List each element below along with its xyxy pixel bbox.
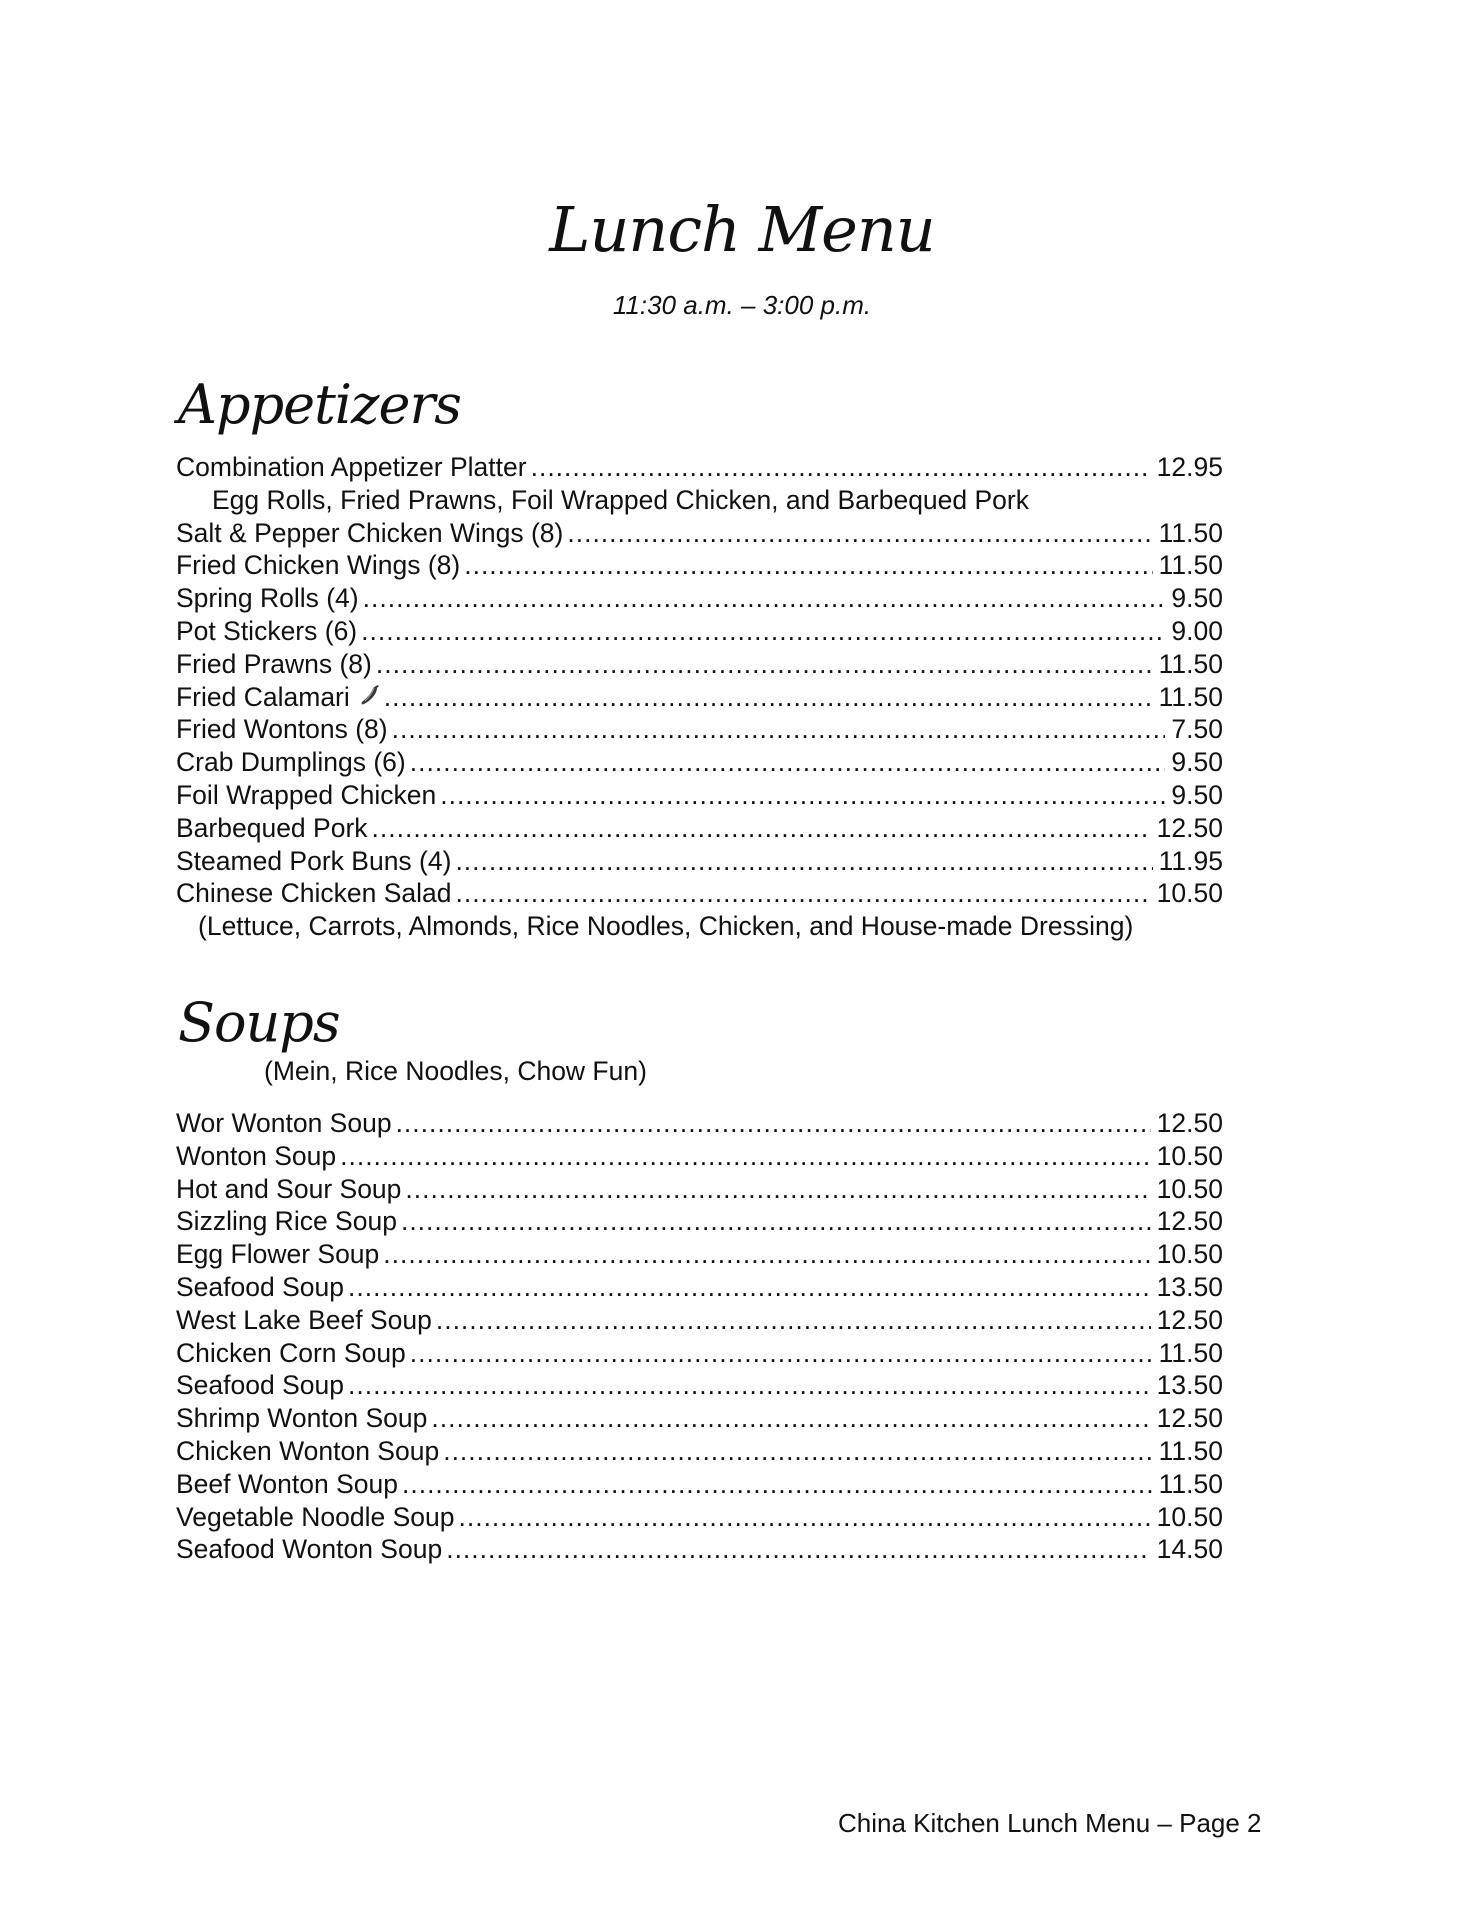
menu-item-price: 11.95 xyxy=(1158,845,1223,876)
menu-item xyxy=(176,1369,1223,1402)
leader-dots xyxy=(405,1173,1150,1206)
leader-dots xyxy=(464,549,1152,582)
menu-item-price: 10.50 xyxy=(1156,1140,1223,1171)
menu-item-price: 10.50 xyxy=(1156,1501,1223,1532)
menu-item-name: Beef Wonton Soup xyxy=(176,1468,398,1499)
menu-item-price: 10.50 xyxy=(1156,1239,1223,1270)
menu-item-price: 12.95 xyxy=(1156,452,1223,482)
menu-item-name: Chicken Wonton Soup xyxy=(176,1435,440,1466)
menu-item-name: Shrimp Wonton Soup xyxy=(176,1403,428,1434)
menu-item-name: Hot and Sour Soup xyxy=(176,1173,402,1204)
soups-list xyxy=(176,1107,1223,1566)
leader-dots xyxy=(376,648,1153,681)
menu-item-name: Spring Rolls (4) xyxy=(176,583,359,614)
menu-item xyxy=(176,845,1223,878)
menu-item xyxy=(176,746,1223,779)
menu-item-name: Fried Wontons (8) xyxy=(176,714,388,745)
menu-item-name: Seafood Soup xyxy=(176,1370,344,1401)
menu-item-price: 9.00 xyxy=(1171,615,1223,646)
menu-item-name: Pot Stickers (6) xyxy=(176,615,358,646)
menu-item-price: 13.50 xyxy=(1156,1271,1223,1302)
menu-item-price: 9.50 xyxy=(1171,583,1223,614)
leader-dots xyxy=(440,779,1165,812)
leader-dots xyxy=(455,845,1152,878)
menu-item-price: 11.50 xyxy=(1158,1468,1223,1499)
leader-dots xyxy=(410,1337,1153,1370)
menu-item xyxy=(176,1435,1223,1468)
menu-item-name: Fried Calamari xyxy=(176,681,350,712)
menu-item-description: (Lettuce, Carrots, Almonds, Rice Noodles, Chicken, and House-made Dressing) xyxy=(198,911,1134,942)
leader-dots xyxy=(348,1271,1151,1304)
menu-item-price: 11.50 xyxy=(1158,648,1223,679)
menu-item xyxy=(176,549,1223,582)
menu-item xyxy=(176,451,1223,484)
menu-item xyxy=(176,1468,1223,1501)
menu-item-name: Egg Flower Soup xyxy=(176,1239,380,1270)
menu-item xyxy=(176,1271,1223,1304)
leader-dots xyxy=(383,1238,1150,1271)
menu-item-price: 9.50 xyxy=(1171,779,1223,810)
leader-dots xyxy=(372,812,1151,845)
menu-item xyxy=(176,681,1223,714)
menu-item-price: 14.50 xyxy=(1156,1534,1223,1565)
menu-item-price: 12.50 xyxy=(1156,1206,1223,1237)
appetizers-list xyxy=(176,451,1223,943)
menu-item xyxy=(176,1304,1223,1337)
menu-item-price: 12.50 xyxy=(1156,1304,1223,1335)
menu-item-name: Steamed Pork Buns (4) xyxy=(176,845,452,876)
menu-item xyxy=(176,1238,1223,1271)
menu-item-price: 11.50 xyxy=(1158,517,1223,548)
menu-item-price: 11.50 xyxy=(1158,1337,1223,1368)
menu-item xyxy=(176,1107,1223,1140)
menu-item-name: Seafood Soup xyxy=(176,1271,344,1302)
menu-item-name: Fried Prawns (8) xyxy=(176,648,372,679)
menu-item-name: Salt & Pepper Chicken Wings (8) xyxy=(176,517,564,548)
leader-dots xyxy=(361,615,1165,648)
leader-dots xyxy=(348,1369,1151,1402)
menu-item-price: 11.50 xyxy=(1158,681,1223,712)
menu-item-price: 12.50 xyxy=(1156,1403,1223,1434)
menu-item-price: 10.50 xyxy=(1156,1173,1223,1204)
menu-item-name: Wor Wonton Soup xyxy=(176,1108,392,1138)
menu-item-price: 12.50 xyxy=(1156,812,1223,843)
menu-item-name: Barbequed Pork xyxy=(176,812,368,843)
leader-dots xyxy=(531,451,1151,484)
leader-dots xyxy=(384,681,1153,714)
page-title: Lunch Menu xyxy=(549,193,935,266)
menu-item-price: 11.50 xyxy=(1158,550,1223,581)
menu-item-description: Egg Rolls, Fried Prawns, Foil Wrapped Chicken, and Barbequed Pork xyxy=(212,484,1029,515)
leader-dots xyxy=(402,1468,1153,1501)
lunch-hours: 11:30 a.m. – 3:00 p.m. xyxy=(612,290,872,320)
leader-dots xyxy=(443,1435,1152,1468)
menu-item xyxy=(176,1205,1223,1238)
leader-dots xyxy=(431,1402,1150,1435)
leader-dots xyxy=(340,1140,1151,1173)
menu-item-price: 12.50 xyxy=(1156,1108,1223,1138)
leader-dots xyxy=(446,1533,1150,1566)
menu-item-name: Seafood Wonton Soup xyxy=(176,1534,443,1565)
menu-item xyxy=(176,615,1223,648)
leader-dots xyxy=(436,1304,1151,1337)
menu-item-name: Wonton Soup xyxy=(176,1140,337,1171)
menu-item xyxy=(176,713,1223,746)
menu-item xyxy=(176,1337,1223,1370)
leader-dots xyxy=(392,713,1166,746)
menu-item-price: 10.50 xyxy=(1156,878,1223,909)
menu-item-price: 7.50 xyxy=(1171,714,1223,745)
menu-item-name: Foil Wrapped Chicken xyxy=(176,779,437,810)
menu-item-price: 13.50 xyxy=(1156,1370,1223,1401)
menu-item-price: 11.50 xyxy=(1158,1435,1223,1466)
menu-item xyxy=(176,812,1223,845)
page-footer: China Kitchen Lunch Menu – Page 2 xyxy=(838,1808,1262,1838)
menu-item-name: Chinese Chicken Salad xyxy=(176,878,452,909)
appetizers-heading: Appetizers xyxy=(178,373,461,436)
menu-item xyxy=(176,1173,1223,1206)
leader-dots xyxy=(363,582,1166,615)
leader-dots xyxy=(458,1501,1150,1534)
menu-item-name: Sizzling Rice Soup xyxy=(176,1206,397,1237)
menu-item xyxy=(176,648,1223,681)
menu-item xyxy=(176,517,1223,550)
menu-item-name: Fried Chicken Wings (8) xyxy=(176,550,461,581)
leader-dots xyxy=(396,1107,1151,1140)
menu-item xyxy=(176,1402,1223,1435)
menu-item-name: Chicken Corn Soup xyxy=(176,1337,406,1368)
menu-item xyxy=(176,582,1223,615)
chili-pepper-icon xyxy=(360,681,380,714)
leader-dots xyxy=(410,746,1166,779)
menu-item xyxy=(176,877,1223,910)
soups-heading: Soups xyxy=(178,991,340,1054)
menu-item-price: 9.50 xyxy=(1171,747,1223,778)
menu-item xyxy=(176,1140,1223,1173)
leader-dots xyxy=(401,1205,1151,1238)
menu-item xyxy=(176,1533,1223,1566)
soups-note: (Mein, Rice Noodles, Chow Fun) xyxy=(264,1056,647,1086)
menu-item-name: Combination Appetizer Platter xyxy=(176,452,527,482)
leader-dots xyxy=(567,517,1152,550)
menu-item xyxy=(176,1501,1223,1534)
menu-item-name: West Lake Beef Soup xyxy=(176,1304,432,1335)
leader-dots xyxy=(455,877,1150,910)
menu-item-name: Vegetable Noodle Soup xyxy=(176,1501,455,1532)
menu-item-name: Crab Dumplings (6) xyxy=(176,747,406,778)
menu-item xyxy=(176,779,1223,812)
